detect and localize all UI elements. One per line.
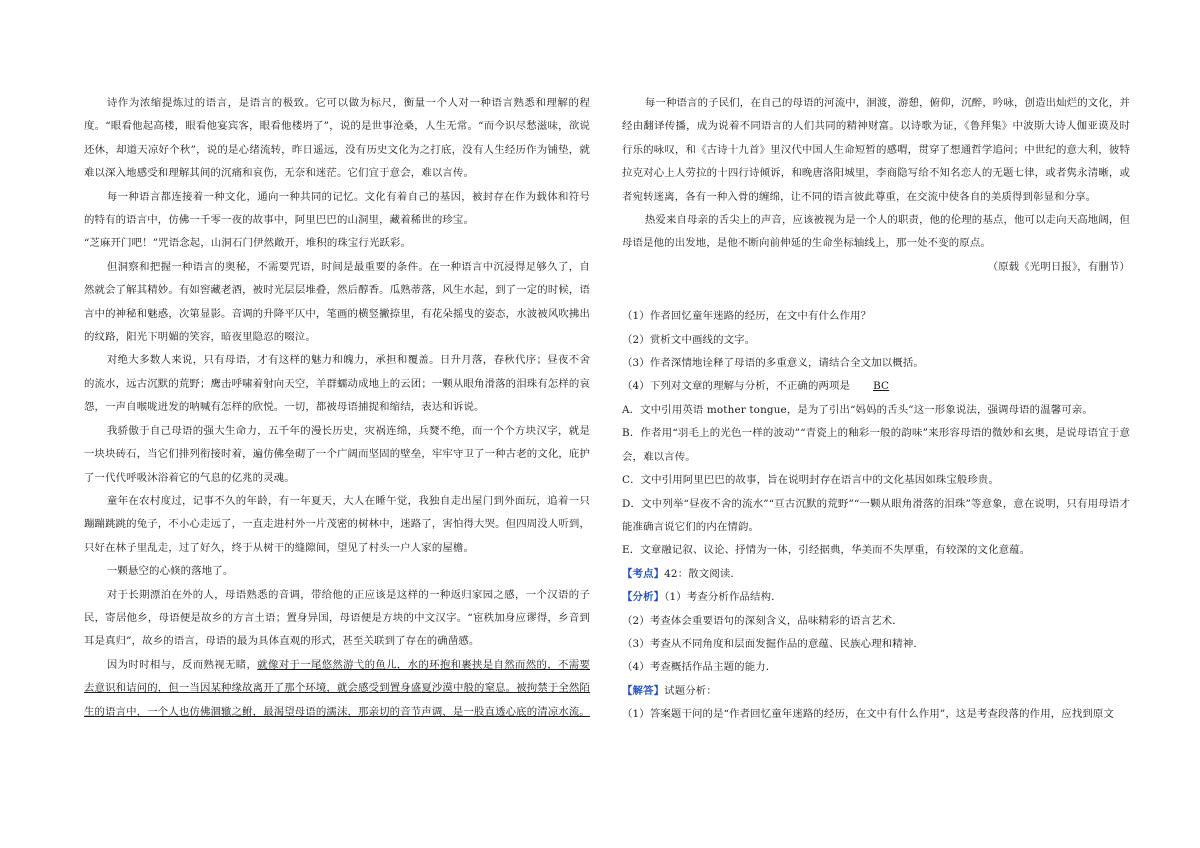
kaodian-tag: 【考点】: [622, 567, 665, 580]
paragraph: 热爱来自母亲的舌尖上的声音，应该被视为是一个人的职责，他的伦理的基点，他可以走向天高地阔，但母语是他的出发地，是他不断向前伸延的生命坐标轴线上，那一处不变的原点。: [622, 214, 1130, 250]
question-4: [622, 375, 1130, 398]
option-b: B．作者用“羽毛上的光色一样的波动”“青瓷上的釉彩一般的韵味”来形容母语的微妙和玄奥，是说母语宜于意会，难以言传。: [622, 427, 1130, 463]
left-column: [84, 92, 590, 724]
option-c: C．文中引用阿里巴巴的故事，旨在说明封存在语言中的文化基因如珠宝般珍贵。: [622, 474, 1000, 487]
option-d: D．文中列举“昼夜不舍的流水”“亘古沉默的荒野”“一颗从眼角滑落的泪珠”等意象，意在说明，只有用母语才能准确言说它们的内在情韵。: [622, 497, 1130, 533]
paragraph: “芝麻开门吧！”咒语念起，山洞石门伊然敞开，堆积的珠宝行光跃彩。: [84, 237, 412, 250]
question-4-text: （4）下列对文章的理解与分析，不正确的两项是: [622, 380, 851, 393]
jieda-tag: 【解答】: [622, 684, 665, 697]
paragraph: 对于长期漂泊在外的人，母语熟悉的音调，带给他的正应该是这样的一种返归家园之感，一个汉语的子民，寄居他乡，母语便是故乡的方言土语；置身异国，母语便是方块的中文汉字。“宦秩加身应谬得，乡音到耳是真归”，故乡的语言，母语的最为具体直观的形式，甚至关联到了存在的确凿感。: [84, 588, 590, 648]
paragraph: 但洞察和把握一种语言的奥秘，不需要咒语，时间是最重要的条件。在一种语言中沉浸得足够久了，自然就会了解其精妙。有如窖藏老酒，被时光层层堆叠，然后醇香。瓜熟蒂落，风生水起，到了一定的时候，语言中的神秘和魅惑，次第显影。音调的升降平仄中，笔画的横竖撇捺里，有花朵摇曳的姿态，水波被风吹拂出的纹路，阳光下明媚的笑容，暗夜里隐忍的啜泣。: [84, 260, 590, 344]
paragraph: 对绝大多数人来说，只有母语，才有这样的魅力和魄力，承担和覆盖。日升月落，春秋代序；昼夜不舍的流水，远古沉默的荒野；鹰击呼啸着射向天空，羊群蠕动成地上的云团；一颗从眼角滑落的泪珠有怎样的哀怨，一声自喉咙迸发的呐喊有怎样的欣悦。一切，都被母语捕捉和缩结，表达和诉说。: [84, 354, 590, 414]
answer-blank: BC: [873, 380, 890, 393]
jieda-line: [622, 680, 1130, 703]
fenxi-item: （2）考查体会重要语句的深刻含义，品味精彩的语言艺术．: [622, 614, 903, 627]
paragraph: 每一种语言的子民们，在自己的母语的河流中，洄渡，游憩，俯仰，沉醉，吟咏，创造出灿烂的文化，并经由翻译传播，成为说着不同语言的人们共同的精神财富。以诗歌为证，《鲁拜集》中波斯大诗人伽亚谟及时行乐的咏叹，和《古诗十九首》里汉代中国人生命短暂的感喟，贯穿了想通哲学追问；中世纪的意大利，彼特拉克对心上人劳拉的十四行诗倾诉，和晚唐洛阳城里，李商隐写给不知名恋人的无题七律，或者隽永清晰，或者宛转迷离，各有一种入骨的缠绵，让不同的语言彼此尊重，在交流中使各自的美质得到彰显和分享。: [622, 97, 1130, 203]
paragraph: 我骄傲于自己母语的强大生命力，五千年的漫长历史，灾祸连绵，兵燹不绝，而一个个方块汉字，就是一块块砖石，当它们排列衔接时着，遍仿佛垒砌了一个广阔而坚固的壁垒，牢牢守卫了一种古老的文化，庇护了一代代呼吸沐浴着它的气息的亿兆的灵魂。: [84, 424, 590, 484]
option-a: A．文中引用英语 mother tongue，是为了引出“妈妈的舌头”这一形象说法，强调母语的温馨可亲。: [622, 403, 1093, 416]
kaodian-line: [622, 563, 1130, 586]
paragraph: 每一种语言都连接着一种文化，通向一种共同的记忆。文化有着自己的基因，被封存在作为载体和符号的特有的语言中，仿佛一千零一夜的故事中，阿里巴巴的山洞里，藏着稀世的珍宝。: [84, 190, 590, 227]
paragraph: 诗作为浓缩提炼过的语言，是语言的极致。它可以做为标尺，衡量一个人对一种语言熟悉和理解的程度。“眼看他起高楼，眼看他宴宾客，眼看他楼坍了”，说的是世事沧桑，人生无常。“而今识尽愁滋味，欲说还休，却道天凉好个秋”，说的是心绪流转，昨日遥远，没有历史文化为之打底，没有人生经历作为铺垫，就难以深入地感受和理解其间的沉痛和哀伤，无奈和迷茫。它们宜于意会，难以言传。: [84, 97, 590, 180]
jieda-text: 试题分析：: [664, 684, 717, 697]
spacer: [622, 279, 1130, 305]
paragraph-text: 因为时时相与，反而熟视无睹，: [106, 658, 258, 671]
jieda-item: （1）答案题干问的是“作者回忆童年迷路的经历，在文中有什么作用”，这是考查段落的作用，应找到原文: [622, 708, 1115, 721]
fenxi-line: [622, 586, 1130, 609]
fenxi-tag: 【分析】: [622, 591, 665, 604]
paragraph: 童年在农村度过，记事不久的年龄，有一年夏天，大人在睡午觉，我独自走出屋门到外面玩，追着一只蹦蹦跳跳的兔子，不小心走远了，一直走进村外一片茂密的树林中，迷路了，害怕得大哭。但四周没人听到，只好在林子里乱走，过了好久，终于从树干的缝隙间，望见了村头一户人家的屋檐。: [84, 494, 590, 554]
fenxi-item: （3）考查从不同角度和层面发掘作品的意蕴、民族心理和精神．: [622, 637, 924, 650]
fenxi-item: （4）考查概括作品主题的能力．: [622, 661, 777, 674]
paragraph: [84, 654, 590, 724]
option-e: E．文章融记叙、议论、抒情为一体，引经据典，华美而不失厚重，有较深的文化意蕴。: [622, 544, 1031, 557]
paragraph: 一颗悬空的心倏的落地了。: [106, 565, 234, 578]
question-2: （2）赏析文中画线的文字。: [622, 333, 756, 346]
kaodian-text: 42：散文阅读．: [664, 567, 741, 580]
fenxi-text: （1）考查分析作品结构．: [664, 591, 782, 604]
underlined-passage: 就像对于一尾悠然游弋的鱼儿，水的环抱和裹挟是自然而然的，不需要去意识和诘问的，但一当因某种缘故离开了那个环境，就会感受到置身盛夏沙漠中般的窒息。被拘禁于全然陌生的语言中，一个人也仿佛涸辙之鲋，最渴望母语的濡沫，那亲切的音节声调，是一股直透心底的清凉水流。: [84, 658, 590, 718]
question-1: （1）作者回忆童年迷路的经历，在文中有什么作用？: [622, 310, 872, 323]
question-3: （3）作者深情地诠释了母语的多重意义，请结合全文加以概括。: [622, 357, 924, 370]
source-note: （原载《光明日报》，有删节）: [987, 260, 1130, 273]
right-column: [622, 92, 1130, 727]
